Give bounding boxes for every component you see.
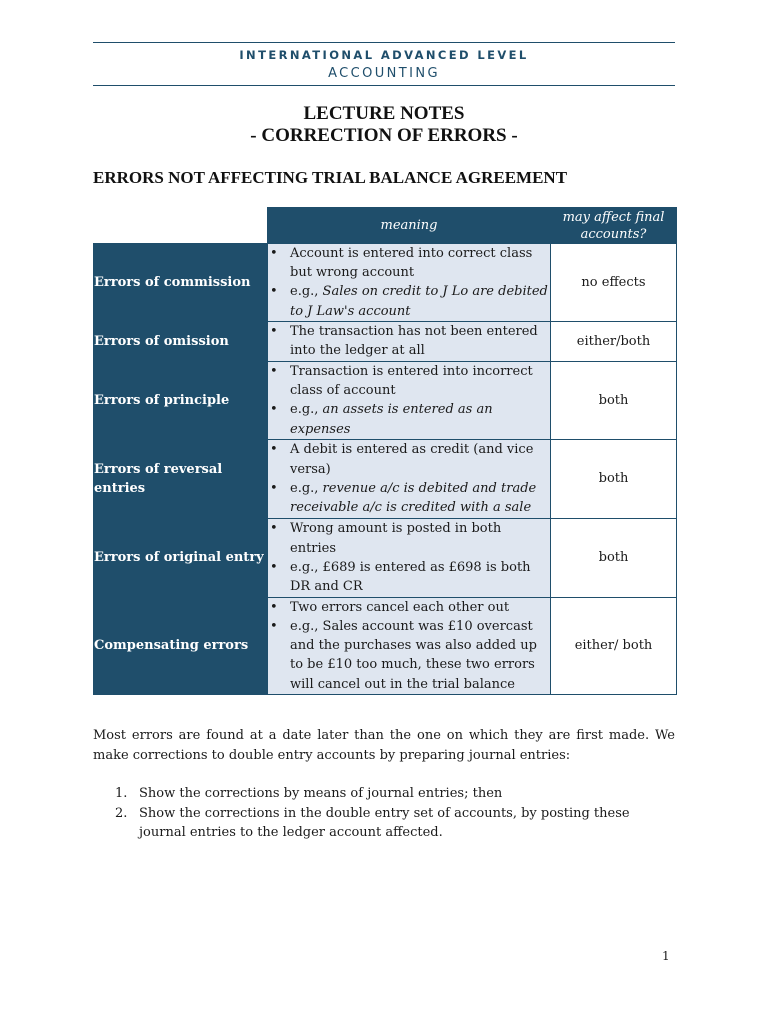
bullet-text: Account is entered into correct class but wrong account xyxy=(290,246,533,281)
blank-header-cell xyxy=(94,208,268,244)
effect-column-header: may affect final accounts? xyxy=(551,208,677,244)
effect-cell: both xyxy=(551,361,677,439)
steps-list xyxy=(93,784,675,843)
title-line-1: LECTURE NOTES xyxy=(303,103,465,124)
bullet-item xyxy=(268,362,550,400)
bullet-text: The transaction has not been entered into the ledger at all xyxy=(290,324,538,359)
bullet-item xyxy=(268,617,550,694)
list-text: Show the corrections by means of journal entries; then xyxy=(139,786,503,801)
bullet-item xyxy=(268,440,550,478)
error-type-cell: Errors of original entry xyxy=(94,518,268,597)
error-type-cell: Errors of omission xyxy=(94,321,268,361)
bullet-item xyxy=(268,479,550,517)
effect-cell: either/ both xyxy=(551,597,677,694)
bullet-item xyxy=(268,598,550,617)
meaning-cell xyxy=(268,244,551,322)
meaning-bullets xyxy=(268,322,550,360)
bullet-example: revenue a/c is debited and trade receivable a/c is credited with a sale xyxy=(290,480,537,516)
error-type-cell: Compensating errors xyxy=(94,597,268,694)
section-heading: ERRORS NOT AFFECTING TRIAL BALANCE AGREEMENT xyxy=(93,168,568,187)
meaning-bullets xyxy=(268,598,550,694)
meaning-cell xyxy=(268,518,551,597)
list-number: 1. xyxy=(115,786,128,801)
list-text: Show the corrections in the double entry set of accounts, by posting these journal entries to the ledger account affected. xyxy=(139,805,630,840)
table-row xyxy=(94,244,677,322)
bullet-prefix: e.g., xyxy=(290,284,323,300)
meaning-cell xyxy=(268,439,551,518)
meaning-cell xyxy=(268,597,551,694)
header-subject: ACCOUNTING xyxy=(328,66,440,81)
table-row xyxy=(94,321,677,361)
bullet-example: an assets is entered as an expenses xyxy=(290,402,493,437)
list-item xyxy=(93,804,675,843)
effect-cell: no effects xyxy=(551,244,677,322)
meaning-column-header: meaning xyxy=(268,208,551,244)
effect-cell: either/both xyxy=(551,321,677,361)
meaning-cell xyxy=(268,321,551,361)
list-number: 2. xyxy=(115,805,128,821)
bullet-text: Transaction is entered into incorrect class of account xyxy=(290,363,533,399)
header-top-rule xyxy=(93,42,675,43)
table-row xyxy=(94,518,677,597)
errors-table xyxy=(93,207,677,695)
bullet-item xyxy=(268,282,550,320)
bullet-item xyxy=(268,400,550,438)
table-row xyxy=(94,439,677,518)
table-row xyxy=(94,361,677,439)
error-type-cell: Errors of reversal entries xyxy=(94,439,268,518)
meaning-cell xyxy=(268,361,551,439)
meaning-bullets xyxy=(268,244,550,321)
bullet-item xyxy=(268,244,550,282)
list-item xyxy=(93,784,675,804)
table-row xyxy=(94,597,677,694)
meaning-bullets xyxy=(268,519,550,596)
bullet-text: e.g., Sales account was £10 overcast and the purchases was also added up to be £10 too much, these two errors will cancel out in the trial balance xyxy=(290,619,537,692)
error-type-cell: Errors of principle xyxy=(94,361,268,439)
title-line-2: - CORRECTION OF ERRORS - xyxy=(250,125,518,146)
effect-cell: both xyxy=(551,518,677,597)
bullet-item xyxy=(268,322,550,360)
bullet-text: Two errors cancel each other out xyxy=(290,599,510,615)
bullet-text: Wrong amount is posted in both entries xyxy=(290,521,502,556)
table-header-row xyxy=(94,208,677,244)
meaning-bullets xyxy=(268,362,550,439)
page-number: 1 xyxy=(662,949,670,963)
meaning-bullets xyxy=(268,440,550,517)
bullet-text: A debit is entered as credit (and vice versa) xyxy=(290,442,534,477)
bullet-item xyxy=(268,519,550,557)
body-paragraph: Most errors are found at a date later than the one on which they are first made. We make corrections to double entry accounts by preparing journal entries: xyxy=(93,728,675,763)
effect-cell: both xyxy=(551,439,677,518)
bullet-text: e.g., £689 is entered as £698 is both DR and CR xyxy=(290,559,531,595)
header-level: INTERNATIONAL ADVANCED LEVEL xyxy=(239,48,529,62)
bullet-prefix: e.g., xyxy=(290,402,323,418)
bullet-example: Sales on credit to J Lo are debited to J Law's account xyxy=(290,284,548,319)
bullet-item xyxy=(268,558,550,596)
header-bottom-rule xyxy=(93,85,675,86)
bullet-prefix: e.g., xyxy=(290,480,323,496)
error-type-cell: Errors of commission xyxy=(94,244,268,322)
